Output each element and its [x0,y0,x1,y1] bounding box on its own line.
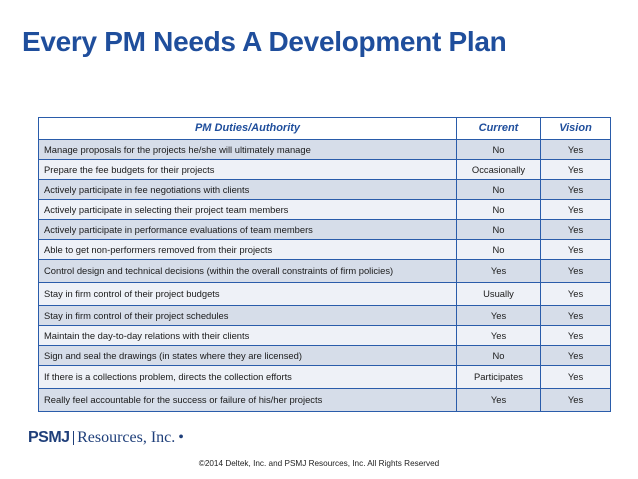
duty-cell: If there is a collections problem, directs the collection efforts [39,366,457,389]
table-row [39,200,611,220]
copyright-footer: ©2014 Deltek, Inc. and PSMJ Resources, Inc. All Rights Reserved [198,459,440,468]
current-cell: No [457,200,541,220]
duty-cell: Stay in firm control of their project budgets [39,283,457,306]
column-header-vision: Vision [541,118,611,140]
logo-name: Resources, Inc. [77,429,176,446]
current-cell: Yes [457,326,541,346]
vision-cell: Yes [541,389,611,412]
duty-cell: Actively participate in fee negotiations with clients [39,180,457,200]
current-cell: No [457,180,541,200]
current-cell: Participates [457,366,541,389]
logo-mark: • [178,429,184,446]
table-row [39,366,611,389]
table-row [39,306,611,326]
vision-cell: Yes [541,283,611,306]
table-row [39,140,611,160]
table-row [39,260,611,283]
duty-cell: Maintain the day-to-day relations with their clients [39,326,457,346]
duty-cell: Stay in firm control of their project schedules [39,306,457,326]
table-header-row [39,118,611,140]
column-header-duties: PM Duties/Authority [39,118,457,140]
page-title: Every PM Needs A Development Plan [22,26,507,57]
vision-cell: Yes [541,366,611,389]
vision-cell: Yes [541,326,611,346]
logo-brand: PSMJ [28,429,70,446]
current-cell: Yes [457,389,541,412]
duty-cell: Prepare the fee budgets for their projects [39,160,457,180]
vision-cell: Yes [541,180,611,200]
psmj-logo [28,429,184,447]
current-cell: No [457,140,541,160]
table-row [39,240,611,260]
current-cell: No [457,346,541,366]
duty-cell: Manage proposals for the projects he/she will ultimately manage [39,140,457,160]
vision-cell: Yes [541,200,611,220]
table-row [39,389,611,412]
duty-cell: Actively participate in selecting their project team members [39,200,457,220]
current-cell: Yes [457,260,541,283]
current-cell: Usually [457,283,541,306]
duty-cell: Control design and technical decisions (within the overall constraints of firm policies) [39,260,457,283]
logo-divider [73,431,75,445]
vision-cell: Yes [541,220,611,240]
vision-cell: Yes [541,240,611,260]
table-row [39,346,611,366]
current-cell: No [457,220,541,240]
duties-table [38,117,611,412]
table-row [39,220,611,240]
column-header-current: Current [457,118,541,140]
vision-cell: Yes [541,260,611,283]
vision-cell: Yes [541,160,611,180]
vision-cell: Yes [541,306,611,326]
table-row [39,160,611,180]
duty-cell: Able to get non-performers removed from their projects [39,240,457,260]
duty-cell: Sign and seal the drawings (in states where they are licensed) [39,346,457,366]
current-cell: Occasionally [457,160,541,180]
table-row [39,283,611,306]
current-cell: Yes [457,306,541,326]
table-row [39,180,611,200]
table-row [39,326,611,346]
current-cell: No [457,240,541,260]
duty-cell: Really feel accountable for the success or failure of his/her projects [39,389,457,412]
vision-cell: Yes [541,140,611,160]
duty-cell: Actively participate in performance evaluations of team members [39,220,457,240]
vision-cell: Yes [541,346,611,366]
